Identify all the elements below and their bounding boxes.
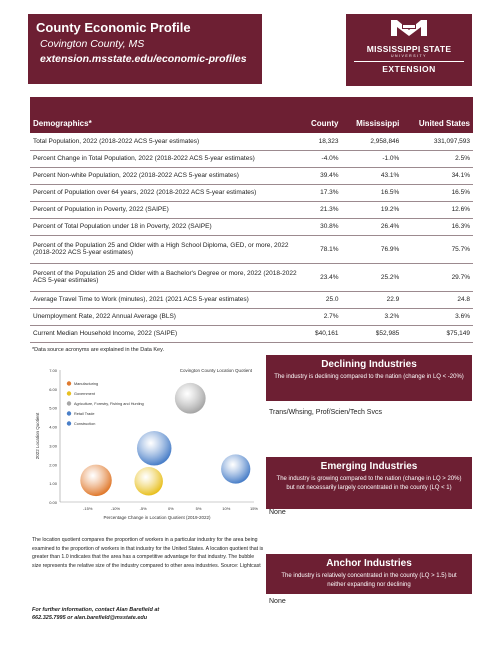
row-value-ms: 3.2% (342, 308, 403, 325)
column-header: United States (402, 97, 473, 133)
legend-label: Government (74, 392, 95, 396)
row-value-us: 3.6% (402, 308, 473, 325)
row-value-us: 16.3% (402, 218, 473, 235)
row-value-county: 2.7% (300, 308, 342, 325)
profile-url[interactable]: extension.msstate.edu/economic-profiles (40, 53, 247, 65)
emerging-desc: The industry is growing compared to the nation (change in LQ > 20%) but not necessarily largely concentrated in the county (LQ < 1) (276, 476, 462, 491)
table-row (30, 133, 473, 150)
table-row (30, 150, 473, 167)
row-label: Percent of Population in Poverty, 2022 (SAIPE) (30, 201, 300, 218)
row-value-us: 34.1% (402, 167, 473, 184)
y-tick-label: 4.00 (49, 424, 57, 430)
table-header-row (30, 97, 473, 133)
table-row (30, 308, 473, 325)
chart-title: Covington County Location Quotient (179, 368, 252, 373)
legend-swatch (67, 401, 71, 405)
table-row (30, 201, 473, 218)
column-header: Demographics* (30, 97, 300, 133)
title-box (28, 14, 262, 84)
table-footnote: *Data source acronyms are explained in the Data Key. (32, 347, 164, 353)
logo-text-sub: UNIVERSITY (390, 54, 427, 58)
row-value-ms: $52,985 (342, 325, 403, 342)
legend-swatch (67, 411, 71, 415)
table-row (30, 218, 473, 235)
y-tick-label: 2.00 (49, 462, 57, 468)
row-label: Unemployment Rate, 2022 Annual Average (BLS) (30, 308, 300, 325)
demographics-table (30, 97, 473, 343)
legend-swatch (67, 391, 71, 395)
x-tick-label: 10% (222, 506, 231, 511)
chart-svg (32, 362, 264, 527)
row-value-ms: 19.2% (342, 201, 403, 218)
row-value-us: $75,149 (402, 325, 473, 342)
table-row (30, 235, 473, 263)
row-value-us: 16.5% (402, 184, 473, 201)
x-tick-label: 0% (167, 506, 174, 511)
row-value-county: 25.0 (300, 291, 342, 308)
row-value-ms: 25.2% (342, 263, 403, 291)
row-value-ms: 16.5% (342, 184, 403, 201)
y-tick-label: 0.00 (49, 500, 57, 505)
row-label: Average Travel Time to Work (minutes), 2021 (2021 ACS 5-year estimates) (30, 291, 300, 308)
y-tick-label: 7.00 (49, 368, 57, 373)
declining-desc: The industry is declining compared to the nation (change in LQ < -20%) (274, 374, 464, 380)
row-value-county: -4.0% (300, 150, 342, 167)
row-value-us: 12.6% (402, 201, 473, 218)
lq-explanation: The location quotient compares the proportion of workers in a particular industry for the area being examined to the proportion of workers in that industry for the United States. A location quotient that is greater than 1.0 indicates that the area has a competitive advantage for that industry. The bubble size represents the relative size of the industry compared to other area industries. Source: Lightcast (32, 537, 264, 569)
table-row (30, 291, 473, 308)
declining-list: Trans/Whsing, Prof/Scien/Tech Svcs (269, 409, 382, 416)
legend-label: Construction (74, 422, 96, 426)
x-tick-label: 5% (195, 506, 202, 511)
contact-line: For further information, contact Alan Barefield at (32, 607, 160, 613)
y-axis-title: 2022 Location Quotient (35, 412, 40, 460)
county-name: Covington County, MS (40, 38, 145, 50)
bubble-point (80, 465, 112, 497)
legend-label: Agriculture, Forestry, Fishing and Hunting (74, 402, 144, 406)
table-row (30, 325, 473, 342)
column-header: Mississippi (342, 97, 403, 133)
anchor-industries-box (266, 554, 472, 594)
bubble-point (137, 431, 172, 466)
row-value-us: 331,097,593 (402, 133, 473, 150)
row-label: Percent of the Population 25 and Older with a Bachelor's Degree or more, 2022 (2018-2022 ACS 5-year estimates) (30, 263, 300, 291)
row-value-us: 2.5% (402, 150, 473, 167)
emerging-industries-box (266, 457, 472, 509)
contact-line[interactable]: 662.325.7995 or alan.barefield@msstate.edu (32, 615, 148, 621)
legend-swatch (67, 421, 71, 425)
row-value-county: 18,323 (300, 133, 342, 150)
logo-text-top: MISSISSIPPI STATE (366, 44, 452, 54)
bubble-point (134, 467, 163, 496)
row-value-ms: 26.4% (342, 218, 403, 235)
msu-extension-logo (346, 14, 472, 86)
row-label: Percent Non-white Population, 2022 (2018-2022 ACS 5-year estimates) (30, 167, 300, 184)
row-label: Percent of Population over 64 years, 2022 (2018-2022 ACS 5-year estimates) (30, 184, 300, 201)
row-value-county: 17.3% (300, 184, 342, 201)
row-value-ms: -1.0% (342, 150, 403, 167)
row-value-county: 39.4% (300, 167, 342, 184)
declining-industries-box (266, 355, 472, 401)
row-value-us: 24.8 (402, 291, 473, 308)
anchor-desc: The industry is relatively concentrated in the county (LQ > 1.5) but neither expanding nor declining (281, 573, 457, 588)
row-value-us: 75.7% (402, 235, 473, 263)
row-label: Percent of the Population 25 and Older with a High School Diploma, GED, or more, 2022 (2018-2022 ACS 5-year estimates) (30, 235, 300, 263)
row-value-ms: 2,958,846 (342, 133, 403, 150)
table-body (30, 133, 473, 342)
row-value-ms: 76.9% (342, 235, 403, 263)
y-tick-label: 1.00 (49, 481, 57, 487)
x-axis-title: Percentage Change in Location Quotient (2019-2022) (103, 515, 211, 520)
row-value-ms: 43.1% (342, 167, 403, 184)
emerging-list: None (269, 509, 286, 516)
row-label: Total Population, 2022 (2018-2022 ACS 5-year estimates) (30, 133, 300, 150)
x-tick-label: -15% (83, 506, 93, 511)
emerging-title: Emerging Industries (320, 461, 418, 472)
row-value-county: 21.3% (300, 201, 342, 218)
y-tick-label: 6.00 (49, 386, 57, 392)
contact-info (32, 606, 159, 622)
location-quotient-chart (32, 362, 264, 527)
table-row (30, 167, 473, 184)
page-title: County Economic Profile (36, 20, 191, 35)
msu-m-icon (346, 18, 472, 43)
row-label: Percent Change in Total Population, 2022 (2018-2022 ACS 5-year estimates) (30, 150, 300, 167)
x-tick-label: 15% (249, 506, 259, 511)
column-header: County (300, 97, 342, 133)
legend-swatch (67, 381, 71, 385)
bubble-point (221, 454, 250, 483)
x-tick-label: -5% (139, 506, 147, 511)
row-value-county: 78.1% (300, 235, 342, 263)
legend-label: Manufacturing (74, 382, 99, 386)
anchor-title: Anchor Industries (326, 558, 412, 569)
row-value-us: 29.7% (402, 263, 473, 291)
row-label: Current Median Household Income, 2022 (SAIPE) (30, 325, 300, 342)
legend-label: Retail Trade (74, 412, 95, 416)
logo-divider (354, 61, 464, 62)
declining-title: Declining Industries (321, 359, 417, 370)
row-value-county: $40,161 (300, 325, 342, 342)
x-tick-label: -10% (110, 506, 121, 511)
bubble-point (175, 383, 206, 414)
row-value-county: 30.8% (300, 218, 342, 235)
row-value-ms: 22.9 (342, 291, 403, 308)
anchor-list: None (269, 598, 286, 605)
row-label: Percent of Total Population under 18 in Poverty, 2022 (SAIPE) (30, 218, 300, 235)
table-row (30, 184, 473, 201)
y-tick-label: 5.00 (49, 405, 57, 411)
row-value-county: 23.4% (300, 263, 342, 291)
table-row (30, 263, 473, 291)
logo-text-bottom: EXTENSION (382, 64, 436, 74)
y-tick-label: 3.00 (49, 443, 57, 449)
